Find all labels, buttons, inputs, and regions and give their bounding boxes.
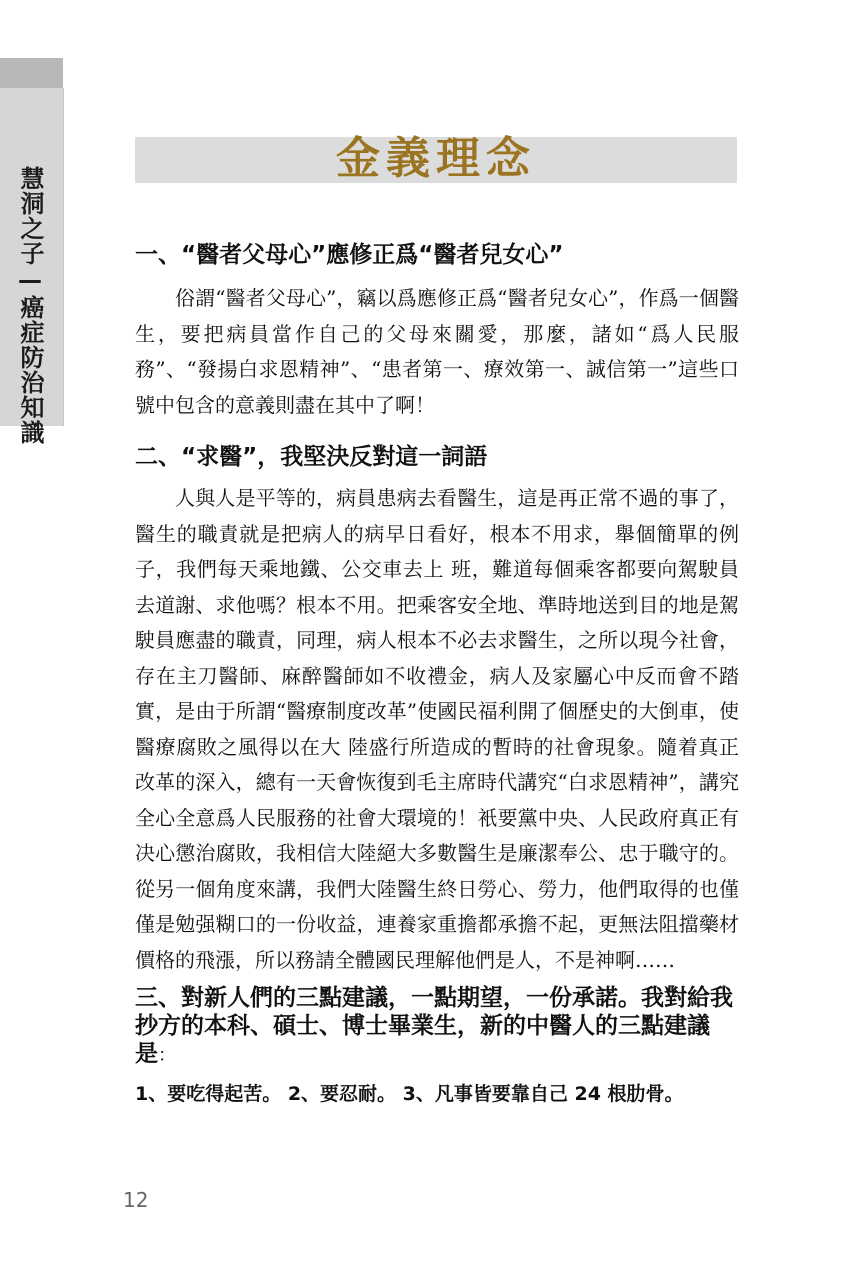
page-title-bar: [135, 133, 737, 184]
sidebar-book-title: 慧洞之子—癌症防治知識: [16, 166, 44, 445]
section-heading-3-text: 三、對新人們的三點建議，一點期望，一份承諾。我對給我抄方的本科、碩士、博士畢業生，新的中醫人的三點建議是: [135, 985, 733, 1067]
page-number: 12: [123, 1188, 149, 1212]
section-paragraph-1: 俗謂“醫者父母心”，竊以爲應修正爲“醫者兒女心”，作爲一個醫生，要把病員當作自己的父母來關愛，那麼，諸如“爲人民服務”、“發揚白求恩精神”、“患者第一、療效第一、誠信第一”這些口號中包含的意義則盡在其中了啊！: [135, 286, 739, 417]
section-heading-3-colon: ：: [158, 1045, 176, 1066]
advice-line: 1、要吃得起苦。 2、要忍耐。 3、凡事皆要靠自己 24 根肋骨。: [135, 1083, 684, 1105]
section-heading-1: 一、“醫者父母心”應修正爲“醫者兒女心”: [135, 242, 564, 268]
section-paragraph-2: 人與人是平等的，病員患病去看醫生，這是再正常不過的事了，醫生的職責就是把病人的病早日看好，根本不用求，舉個簡單的例子，我們每天乘地鐵、公交車去上 班，難道每個乘客都要向駕駛員去道謝、求他嗎？根本不用。把乘客安全地、準時地送到目的地是駕駛員應盡的職責，同理，病人根本不必去求醫生，之所以現今社會，存在主刀醫師、麻醉醫師如不收禮金，病人及家屬心中反而會不踏實，是由于所謂“醫療制度改革”使國民福利開了個歷史的大倒車，使醫療腐敗之風得以在大 陸盛行所造成的暫時的社會現象。隨着真正改革的深入，總有一天會恢復到毛主席時代講究“白求恩精神”，講究全心全意爲人民服務的社會大環境的！衹要黨中央、人民政府真正有决心懲治腐敗，我相信大陸絕大多數醫生是廉潔奉公、忠于職守的。從另一個角度來講，我們大陸醫生終日勞心、勞力，他們取得的也僅僅是勉强糊口的一份收益，連養家重擔都承擔不起，更無法阻擋藥材價格的飛漲，所以務請全體國民理解他們是人，不是神啊……: [135, 486, 739, 972]
section-heading-2: 二、“求醫”，我堅決反對這一詞語: [135, 444, 488, 470]
main-content: [135, 236, 739, 1108]
sidebar-tab-top: [0, 58, 63, 88]
section-heading-3: [135, 984, 739, 1070]
page-title: 金義理念: [336, 133, 536, 184]
